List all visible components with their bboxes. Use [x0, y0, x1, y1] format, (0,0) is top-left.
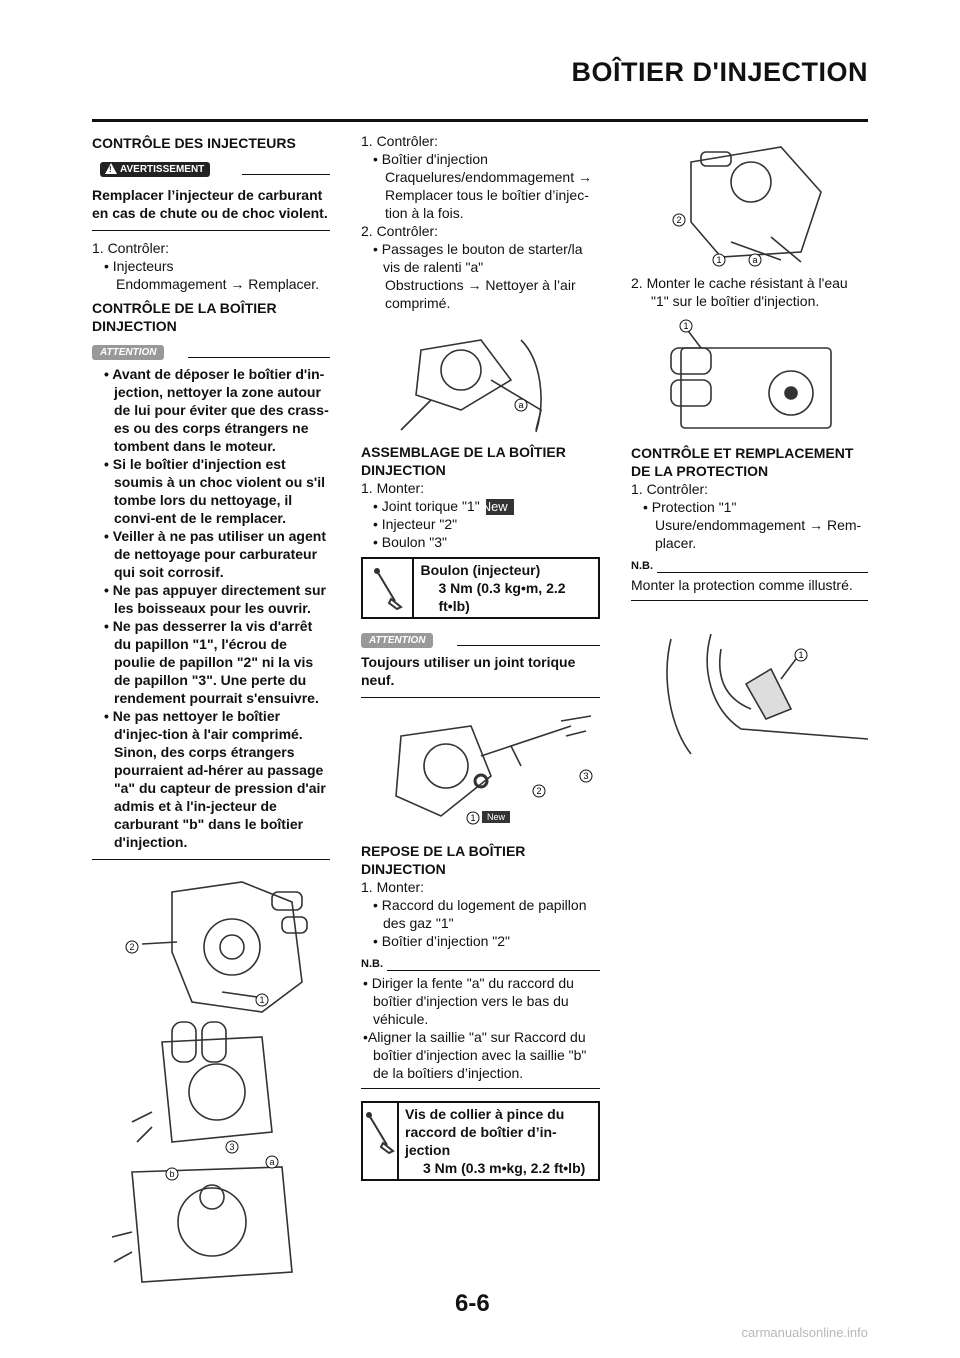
- note-text: Monter la protection comme illustré.: [631, 577, 853, 593]
- protection-figure: [631, 629, 868, 759]
- step-item: 1. Monter:: [361, 480, 425, 496]
- fig-label: 1: [798, 650, 804, 660]
- warning-badge: [100, 162, 210, 177]
- bullet-detail: Usure/endommagement → Rem-placer.: [655, 517, 862, 551]
- torque-title: Boulon (injecteur): [420, 562, 541, 578]
- attention-rule: [188, 357, 330, 358]
- note-rule: [657, 572, 868, 573]
- fig-label: b: [169, 1169, 175, 1179]
- section-heading-assembly: ASSEMBLAGE DE LA BOÎTIER DINJECTION: [361, 444, 566, 478]
- attention-item: • Ne pas desserrer la vis d'arrêt du papillon "1", l'écrou de poulie de papillon "2" ni la vis de papillon "3". Une perte du rendement pourrait s'ensuivre.: [104, 618, 319, 706]
- attention-text: Toujours utiliser un joint torique neuf.: [361, 654, 576, 688]
- bullet-item: • Passages le bouton de starter/la vis de ralenti "a": [373, 241, 583, 275]
- step-list: [92, 239, 330, 293]
- note-item: • Diriger la fente "a" du raccord du boîtier d'injection vers le bas du véhicule.: [363, 975, 574, 1027]
- fig-label: a: [269, 1157, 275, 1167]
- injector-assembly-figure: [361, 706, 600, 836]
- bullet-text: • Joint torique "1": [373, 498, 480, 514]
- bullet-detail: Endommagement → Remplacer.: [116, 276, 320, 292]
- warning-rule: [242, 174, 330, 175]
- attention-item: • Ne pas nettoyer le boîtier d'injec-tion à l'air comprimé. Sinon, des corps étrangers pourraient ad-hérer au passage "a" du capteur de pression d'air admis et à l'in-jecteur de carburant "b" dans le boîtier d'injection.: [104, 708, 326, 850]
- bullet-item: [361, 497, 600, 515]
- fig-label: 1: [470, 813, 476, 823]
- fig-label: 1: [716, 255, 722, 265]
- attention-box: [92, 345, 330, 860]
- bullet-item: • Injecteur "2": [373, 516, 458, 532]
- page-title: BOÎTIER D'INJECTION: [571, 57, 868, 87]
- warning-triangle-icon: !: [105, 163, 117, 174]
- attention-rule: [457, 645, 600, 646]
- torque-spec-text: [414, 559, 598, 617]
- section-heading-injectors: CONTRÔLE DES INJECTEURS: [92, 135, 296, 151]
- warning-box: [92, 162, 330, 231]
- bullet-item: • Injecteurs: [104, 258, 174, 274]
- fig-label: a: [752, 255, 758, 265]
- note-label: N.B.: [361, 958, 383, 970]
- step-item: 1. Contrôler:: [92, 240, 170, 256]
- note-item: •Aligner la saillie "a" sur Raccord du boîtier d'injection avec la saillie "b" de la boîtiers d’injection.: [363, 1029, 587, 1081]
- watermark: carmanualsonline.info: [741, 1325, 868, 1340]
- bullet-detail: Craquelures/endommagement → Remplacer tous le boîtier d’injec-tion à la fois.: [385, 169, 592, 221]
- waterproof-cover-figure: [631, 318, 868, 438]
- throttle-body-figures: [92, 872, 330, 1292]
- torque-spec-text: [399, 1103, 598, 1179]
- fig-label: a: [518, 400, 524, 410]
- column-middle: [361, 132, 600, 1181]
- attention-item: • Avant de déposer le boîtier d'in-jection, nettoyer la zone autour de lui pour éviter que des crass-es ou des corps étrangers ne tombent dans le moteur.: [104, 366, 329, 454]
- torque-spec-box: [361, 1101, 600, 1181]
- torque-wrench-icon: [363, 559, 414, 617]
- warning-label: AVERTISSEMENT: [120, 164, 205, 175]
- fig-label: 2: [129, 942, 135, 952]
- note-label: N.B.: [631, 560, 653, 572]
- new-tag: New: [486, 812, 506, 822]
- attention-box: [361, 633, 600, 698]
- step-item: 1. Contrôler:: [361, 133, 439, 149]
- new-tag: New: [486, 499, 514, 515]
- torque-wrench-icon: [363, 1103, 399, 1179]
- torque-value: 3 Nm (0.3 m•kg, 2.2 ft•lb): [423, 1160, 586, 1176]
- torque-spec-box: [361, 557, 600, 619]
- bullet-detail: Obstructions → Nettoyer à l’air comprimé.: [385, 277, 576, 311]
- attention-item: • Ne pas appuyer directement sur les boisseaux pour les ouvrir.: [104, 582, 326, 616]
- section-heading-repose: REPOSE DE LA BOÎTIER DINJECTION: [361, 843, 526, 877]
- bullet-item: • Boulon "3": [373, 534, 447, 550]
- fig-label: 3: [583, 771, 589, 781]
- page-number: 6-6: [455, 1290, 490, 1317]
- bullet-item: • Raccord du logement de papillon des gaz "1": [373, 897, 587, 931]
- column-left: [92, 132, 330, 1292]
- step-item: 2. Contrôler:: [361, 223, 439, 239]
- step-item: 1. Monter:: [361, 879, 425, 895]
- torque-title: Vis de collier à pince du raccord de boîtier d’in-jection: [405, 1106, 565, 1158]
- header-rule: [92, 119, 868, 122]
- note-box: [361, 958, 600, 1089]
- attention-item: • Si le boîtier d'injection est soumis à un choc violent ou s'il tombe lors du nettoyage, il convi-ent de le remplacer.: [104, 456, 326, 526]
- bullet-item: • Boîtier d'injection: [373, 151, 488, 167]
- step-item: 1. Contrôler:: [631, 481, 709, 497]
- note-rule: [387, 970, 600, 971]
- throttle-passage-figure: [361, 320, 600, 435]
- fig-label: 3: [229, 1142, 235, 1152]
- throttle-body-top-figure: [631, 132, 868, 272]
- fig-label: 2: [676, 215, 682, 225]
- note-box: [631, 560, 868, 601]
- fig-label: 1: [683, 321, 689, 331]
- warning-text: Remplacer l’injecteur de carburant en cas de chute ou de choc violent.: [92, 187, 328, 221]
- section-heading-protection: CONTRÔLE ET REMPLACEMENT DE LA PROTECTION: [631, 445, 854, 479]
- torque-value: 3 Nm (0.3 kg•m, 2.2 ft•lb): [438, 580, 566, 614]
- section-heading-body-check: CONTRÔLE DE LA BOÎTIER DINJECTION: [92, 300, 277, 334]
- fig-label: 1: [259, 995, 265, 1005]
- attention-badge: ATTENTION: [92, 345, 164, 360]
- attention-item: • Veiller à ne pas utiliser un agent de nettoyage pour carburateur qui soit corrosif.: [104, 528, 326, 580]
- bullet-item: • Boîtier d’injection "2": [373, 933, 511, 949]
- bullet-item: • Protection "1": [643, 499, 737, 515]
- step-item: 2. Monter le cache résistant à l'eau "1" sur le boîtier d'injection.: [631, 275, 848, 309]
- column-right: [631, 132, 868, 759]
- attention-badge: ATTENTION: [361, 633, 433, 648]
- fig-label: 2: [536, 786, 542, 796]
